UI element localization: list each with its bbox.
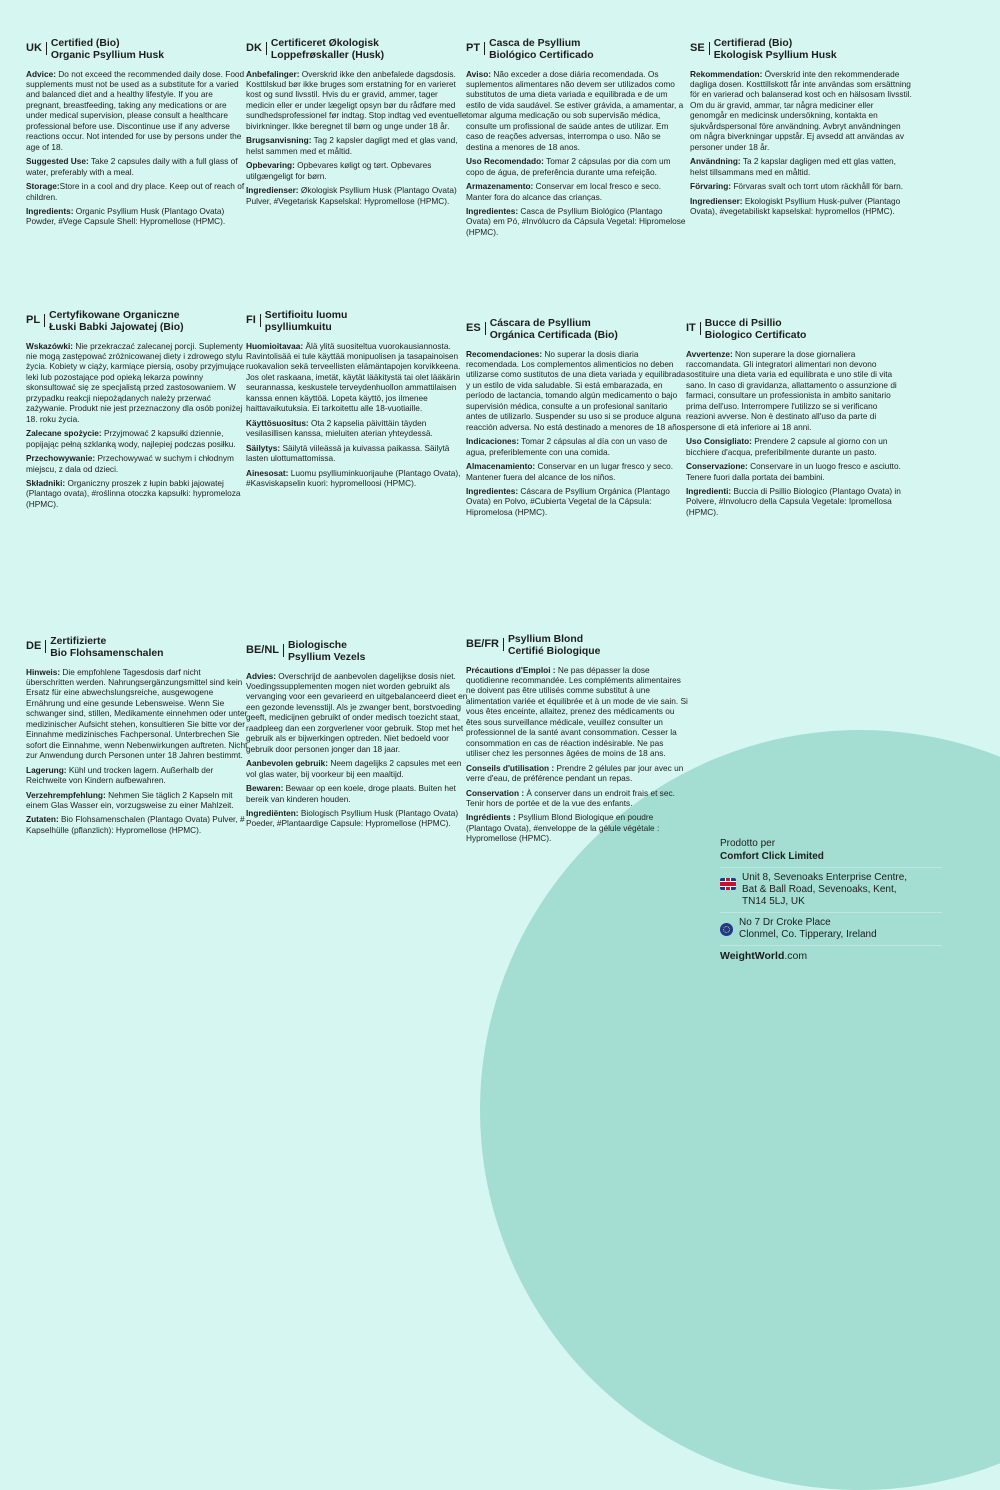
storage-paragraph [466,181,688,202]
storage-paragraph [686,461,908,482]
usage-paragraph [26,156,248,177]
usage-paragraph [690,156,912,177]
text: Organic Psyllium Husk (Plantago Ovata) Powder, #Vege Capsule Shell: Hypromellose (HPMC). [26,205,226,227]
country-code: BE/FR [466,638,504,651]
text: Prendere 2 capsule al giorno con un bicchiere d'acqua, preferibilmente durante un pasto. [686,436,888,457]
section-it [686,318,908,521]
label: Ingrediënten: [246,807,299,818]
ingredients-paragraph [246,185,468,206]
section-title [508,634,600,659]
label: Advies: [246,670,276,681]
label: Składniki: [26,477,66,488]
text: Ota 2 kapselia päivittäin täyden vesilasillisen kanssa, mieluiten aterian yhteydessä. [246,417,433,439]
text: Opbevares køligt og tørt. Opbevares utilgængeligt for børn. [246,160,432,181]
text: Prendre 2 gélules par jour avec un verre d'eau, de préférence pendant un repas. [466,762,684,784]
section-be-fr [466,634,688,848]
text: Tag 2 kapsler dagligt med et glas vand, helst sammen med et måltid. [246,135,458,156]
label: Anbefalinger: [246,68,300,79]
label: Storage: [26,181,60,192]
advice-paragraph [686,349,908,433]
label: Avvertenze: [686,348,733,359]
text: Ekologiskt Psyllium Husk-pulver (Plantago Ovata), #vegetabiliskt kapselskal: hypromellos (HPMC). [690,195,901,216]
advice-paragraph [26,341,248,425]
text: Non superare la dose giornaliera raccomandata. Gli integratori alimentari non devono sostituire una dieta varia ed equilibrata e uno stile di vita sano. In caso di gravidanza, allattamento o assunzione di farmaci, consultare un professionista in ambito sanitario prima dell'uso. Interrompere l'utilizzo se si verificano reazioni avverse. Non è destinato all'uso da parte di persone di età inferiore ai 18 anni. [686,348,897,432]
usage-paragraph [466,156,688,177]
title-line: Sertifioitu luomu [264,310,348,321]
uk-address [742,872,907,908]
country-code: BE/NL [246,644,284,657]
advice-paragraph [246,671,468,755]
country-code: DK [246,42,267,55]
text: Do not exceed the recommended daily dose. Food supplements must not be used as a substitute for a varied and balanced diet and a healthy lifestyle. If you are pregnant, breastfeeding, taking any medications or are under medical supervision, please consult a healthcare professional before use. Discontinue use if any adverse reactions occur. Not intended for use by persons under the age of 18. [26,68,245,152]
section-header [26,310,248,335]
produced-by-label: Prodotto per [720,838,776,849]
label: Précautions d'Emploi : [466,664,556,675]
label: Brugsanvisning: [246,135,312,146]
label: Suggested Use: [26,156,89,167]
section-fi [246,310,468,492]
section-title [714,38,837,63]
section-header [246,640,468,665]
usage-paragraph [686,436,908,457]
label: Wskazówki: [26,340,74,351]
label: Bewaren: [246,783,284,794]
section-title [705,318,807,343]
label: Recomendaciones: [466,348,543,359]
text: Conservare in un luogo fresco e asciutto. Tenere fuori dalla portata dei bambini. [686,461,901,482]
label: Käyttösuositus: [246,417,309,428]
section-de [26,636,248,839]
text: Tomar 2 cápsulas al día con un vaso de agua, preferiblemente con una comida. [466,436,668,457]
storage-paragraph [246,783,468,804]
text: Przyjmować 2 kapsułki dziennie, popijając pełną szklanką wody, najlepiej podczas posiłku. [26,428,236,449]
title-line: Certifié Biologique [508,646,601,658]
title-line: Cáscara de Psyllium [489,318,591,329]
section-title [265,310,348,335]
label: Ainesosat: [246,467,289,478]
text: Buccia di Psillio Biologico (Plantago Ovata) in Polvere, #Involucro della Capsula Vegetale: Ipromellosa (HPMC). [686,485,901,517]
storage-paragraph [466,788,688,809]
usage-paragraph [466,763,688,784]
label: Aviso: [466,68,492,79]
address-line: No 7 Dr Croke Place [739,917,831,928]
ingredients-paragraph [26,206,248,227]
title-line: Biológico Certificado [489,50,594,62]
text: Neem dagelijks 2 capsules met een vol glas water, bij voorkeur bij een maaltijd. [246,758,462,779]
section-header [690,38,912,63]
text: Conservar em local fresco e seco. Manter fora do alcance das crianças. [466,181,662,202]
advice-paragraph [246,341,468,414]
text: Overschrijd de aanbevolen dagelijkse dosis niet. Voedingssupplementen mogen niet worden gebruikt als vervanging voor een gevarieerd en uitgebalanceerd dieet en een gezonde levensstijl. Als je zwanger bent, borstvoeding geeft, medicijnen gebruikt of onder medisch toezicht staat, raadpleeg dan een zorgverlener voor gebruik. Stop met het gebruik als er bijwerkingen optreden. Niet bedoeld voor gebruik door personen jonger dan 18 jaar. [246,670,468,754]
text: No superar la dosis diaria recomendada. Los complementos alimenticios no deben utilizarse como sustitutos de una dieta variada y equilibrada y un estilo de vida saludable. Si está embarazada, en período de lactancia, tomando algún medicamento o bajo supervisión médica, consulte a un profesional sanitario antes de utilizarlo. Suspender su uso si se produce alguna reacción adversa. No está destinado a menores de 18 años. [466,348,688,432]
label: Advice: [26,68,56,79]
title-line: Zertifizierte [50,636,107,647]
advice-paragraph [466,665,688,759]
title-line: psylliumkuitu [264,322,332,334]
address-line: Unit 8, Sevenoaks Enterprise Centre, [742,872,908,883]
text: Take 2 capsules daily with a full glass of water, preferably with a meal. [26,156,238,177]
eu-address-row [720,912,942,945]
usage-paragraph [26,790,248,811]
ingredients-paragraph [466,486,688,517]
storage-paragraph [690,181,912,191]
manufacturer-info [720,838,942,963]
ingredients-paragraph [466,812,688,843]
storage-paragraph [246,160,468,181]
eu-address [739,917,877,941]
website-suffix: .com [784,950,808,962]
section-title [50,636,163,661]
section-title [288,640,365,665]
text: Nehmen Sie täglich 2 Kapseln mit einem Glas Wasser ein, vorzugsweise zu einer Mahlzeit. [26,789,234,810]
advice-paragraph [26,667,248,761]
label: Användning: [690,156,741,167]
ingredients-paragraph [26,478,248,509]
title-line: Psyllium Vezels [288,652,366,664]
text: Ta 2 kapslar dagligen med ett glas vatten, helst tillsammans med en måltid. [690,156,896,177]
text: Biologisch Psyllium Husk (Plantago Ovata) Poeder, #Plantaardige Capsule: Hypromellose (HPMC). [246,807,459,829]
section-header [246,38,468,63]
label: Indicaciones: [466,436,520,447]
country-code: IT [686,322,701,335]
storage-paragraph [26,765,248,786]
label: Uso Recomendado: [466,156,544,167]
section-es [466,318,688,521]
text: Organiczny proszek z łupin babki jajowatej (Plantago ovata), #roślinna otoczka kapsułki: hypromeloza (HPMC). [26,477,241,509]
label: Huomioitavaa: [246,340,304,351]
usage-paragraph [246,758,468,779]
text: Säilytä viileässä ja kuivassa paikassa. Säilytä lasten ulottumattomissa. [246,442,450,464]
text: Não exceder a dose diária recomendada. Os suplementos alimentares não devem ser utilizados como substitutos de uma dieta variada e equilibrada e de um estilo de vida saudável. Se estiver grávida, a amamentar, a tomar alguma medicação ou sob supervisão médica, consulte um profissional de saúde antes de utilizar. Em caso de reações adversas, interrompa o uso. Não se destina a menores de 18 anos. [466,68,684,152]
section-pl [26,310,248,513]
advice-paragraph [466,349,688,433]
text: Älä ylitä suositeltua vuorokausiannosta. Ravintolisää ei tule käyttää monipuolisen ja tasapainoisen ruokavalion sekä terveellisten elämäntapojen korvikkeena. Jos olet raskaana, imetät, käytät lääkitystä tai olet lääkärin seurannassa, keskustele terveydenhuollon ammattilaisen kanssa ennen käyttöä. Lopeta käyttö, jos ilmenee haittavaikutuksia. Ei tarkoitettu alle 18-vuotiaille. [246,340,461,414]
label: Ingrédients : [466,812,516,823]
text: Nie przekraczać zalecanej porcji. Suplementy nie mogą zastępować zróżnicowanej diety i zdrowego stylu życia. Kobiety w ciąży, karmiące piersią, osoby przyjmujące leki lub pozostające pod opieką lekarza powinny skonsultować się ze specjalistą przed zastosowaniem. W przypadku reakcji niepożądanych należy przerwać zażywanie. Produkt nie jest przeznaczony dla osób poniżej 18. roku życia. [26,340,245,424]
uk-flag-icon [720,878,736,890]
usage-paragraph [26,428,248,449]
storage-paragraph [466,461,688,482]
text: Cáscara de Psyllium Orgánica (Plantago Ovata) en Polvo, #Cubierta Vegetal de la Cápsula: Hipromelosa (HPMC). [466,485,670,517]
ingredients-paragraph [246,808,468,829]
section-title [489,38,594,63]
title-line: Certyfikowane Organiczne [49,310,180,321]
section-header [26,38,248,63]
label: Verzehrempfehlung: [26,789,106,800]
section-uk [26,38,248,231]
label: Aanbevolen gebruik: [246,758,329,769]
storage-paragraph [26,453,248,474]
country-code: ES [466,322,486,335]
text: Conservar en un lugar fresco y seco. Mantener fuera del alcance de los niños. [466,461,674,482]
section-title [51,38,164,63]
text: Die empfohlene Tagesdosis darf nicht überschritten werden. Nahrungsergänzungsmittel sind kein Ersatz für eine abwechslungsreiche, ausgewogene Ernährung und eine gesunde Lebensweise. Wenn Sie schwanger sind, stillen, Medikamente einnehmen oder unter medizinischer Aufsicht stehen, konsultieren Sie bitte vor der Einnahme medizinisches Fachpersonal. Unterbrechen Sie sofort die Einnahme, wenn Nebenwirkungen auftreten. Nicht zur Anwendung durch Personen unter 18 Jahren bestimmt. [26,666,248,761]
country-code: PT [466,42,485,55]
label: Rekommendation: [690,68,763,79]
label: Ingredienser: [690,195,743,206]
ingredients-paragraph [686,486,908,517]
section-title [490,318,618,343]
text: Przechowywać w suchym i chłodnym miejscu, z dala od dzieci. [26,453,234,474]
label: Ingredientes: [466,485,519,496]
advice-paragraph [690,69,912,153]
section-header [466,38,688,63]
label: Armazenamento: [466,181,534,192]
text: Økologisk Psyllium Husk (Plantago Ovata) Pulver, #Vegetarisk Kapselskal: Hypromellose (HPMC). [246,185,457,206]
label: Uso Consigliato: [686,436,752,447]
address-line: TN14 5LJ, UK [742,896,805,907]
title-line: Casca de Psyllium [489,38,581,49]
website-link[interactable] [720,945,942,963]
advice-paragraph [26,69,248,153]
advice-paragraph [466,69,688,153]
title-line: Certifierad (Bio) [713,38,793,49]
text: Bewaar op een koele, droge plaats. Buiten het bereik van kinderen houden. [246,783,456,804]
label: Lagerung: [26,764,67,775]
title-line: Bio Flohsamenschalen [50,648,164,660]
section-header [466,318,688,343]
section-header [26,636,248,661]
text: Tomar 2 cápsulas por dia com um copo de água, de preferência durante uma refeição. [466,156,671,177]
section-se [690,38,912,220]
text: Overskrid ikke den anbefalede dagsdosis. Kosttilskud bør ikke bruges som erstatning for en varieret kost og sund livsstil. Hvis du er gravid, ammer, tager medicin eller er under lægeligt opsyn bør du rådføre med sundhedsprofessionel før indtag. Stop indtag ved eventuelle bivirkninger. Ikke beregnet til børn og unge under 18 år. [246,68,467,131]
section-title [271,38,384,63]
label: Förvaring: [690,181,732,192]
label: Conseils d'utilisation : [466,762,555,773]
ingredients-paragraph [690,196,912,217]
uk-address-row [720,867,942,912]
label: Conservazione: [686,461,748,472]
label: Ingredientes: [466,205,519,216]
ingredients-paragraph [246,468,468,489]
title-line: Organic Psyllium Husk [50,50,165,62]
storage-paragraph [246,443,468,464]
text: Förvaras svalt och torrt utom räckhåll för barn. [731,181,904,192]
section-dk [246,38,468,210]
label: Almacenamiento: [466,461,536,472]
usage-paragraph [246,418,468,439]
label: Conservation : [466,787,525,798]
label: Przechowywanie: [26,453,96,464]
section-header [246,310,468,335]
country-code: FI [246,314,261,327]
text: Luomu psylliuminkuorijauhe (Plantago Ovata), #Kasviskapselin kuori: hypromelloosi (HPMC). [246,467,461,488]
title-line: Bucce di Psillio [704,318,782,329]
text: À conserver dans un endroit frais et sec. Tenir hors de portée et de la vue des enfants. [466,787,675,808]
label: Opbevaring: [246,160,295,171]
country-code: DE [26,640,46,653]
title-line: Certified (Bio) [50,38,120,49]
title-line: Certificeret Økologisk [270,38,379,49]
text: Ne pas dépasser la dose quotidienne recommandée. Les compléments alimentaires ne doivent pas être utilisés comme substitut à une alimentation variée et équilibrée et à un mode de vie sain. Si vous êtes enceinte, allaitez, prenez des médicaments ou êtes sous surveillance médicale, veuillez consulter un professionnel de la santé avant consommation. Cesser la consommation en cas de réaction indésirable. Ne pas utiliser chez les personnes âgées de moins de 18 ans. [466,664,688,759]
section-be-nl [246,640,468,833]
country-code: SE [690,42,710,55]
section-title [49,310,184,335]
address-line: Clonmel, Co. Tipperary, Ireland [739,929,877,940]
title-line: Biologische [288,640,347,651]
advice-paragraph [246,69,468,132]
title-line: Orgánica Certificada (Bio) [489,330,618,342]
storage-paragraph [26,181,248,202]
label: Zalecane spożycie: [26,428,102,439]
ingredients-paragraph [466,206,688,237]
text: Bio Flohsamenschalen (Plantago Ovata) Pulver, # Kapselhülle (pflanzlich): Hypromellose (HPMC). [26,814,245,835]
text: Store in a cool and dry place. Keep out of reach of children. [26,181,245,202]
usage-paragraph [246,135,468,156]
title-line: Loppefrøskaller (Husk) [270,50,385,62]
label: Ingredients: [26,205,74,216]
country-code: UK [26,42,47,55]
text: Casca de Psyllium Biológico (Plantago Ovata) em Pó, #Invólucro da Cápsula Vegetal: Hipromelose (HPMC). [466,205,686,237]
title-line: Łuski Babki Jajowatej (Bio) [49,322,184,334]
label: Säilytys: [246,442,281,453]
country-code: PL [26,314,45,327]
label: Zutaten: [26,814,59,825]
text: Kühl und trocken lagern. Außerhalb der Reichweite von Kindern aufbewahren. [26,764,214,786]
company-name: Comfort Click Limited [720,851,824,862]
label: Ingredienti: [686,485,732,496]
eu-flag-icon [720,923,733,936]
section-header [686,318,908,343]
label: Hinweis: [26,666,61,677]
label: Ingredienser: [246,185,299,196]
section-pt [466,38,688,241]
website-brand: WeightWorld [720,950,785,962]
usage-paragraph [466,436,688,457]
text: Psyllium Blond Biologique en poudre (Plantago Ovata), #enveloppe de la gélule végétale : Hypromellose (HPMC). [466,812,660,844]
section-header [466,634,688,659]
title-line: Psyllium Blond [508,634,584,645]
text: Överskrid inte den rekommenderade dagliga dosen. Kosttillskott får inte användas som ersättning för en varierad och balanserad kost och en hälsosam livsstil. Om du är gravid, ammar, tar några mediciner eller genomgår en medicinsk undersökning, kontakta en sjukvårdspersonal före användning. Avbryt användningen om några biverkningar uppstår. Ej avsedd att användas av personer under 18 år. [690,68,912,152]
title-line: Ekologisk Psyllium Husk [713,50,837,62]
ingredients-paragraph [26,814,248,835]
address-line: Bat & Ball Road, Sevenoaks, Kent, [742,884,897,895]
title-line: Biologico Certificato [704,330,807,342]
